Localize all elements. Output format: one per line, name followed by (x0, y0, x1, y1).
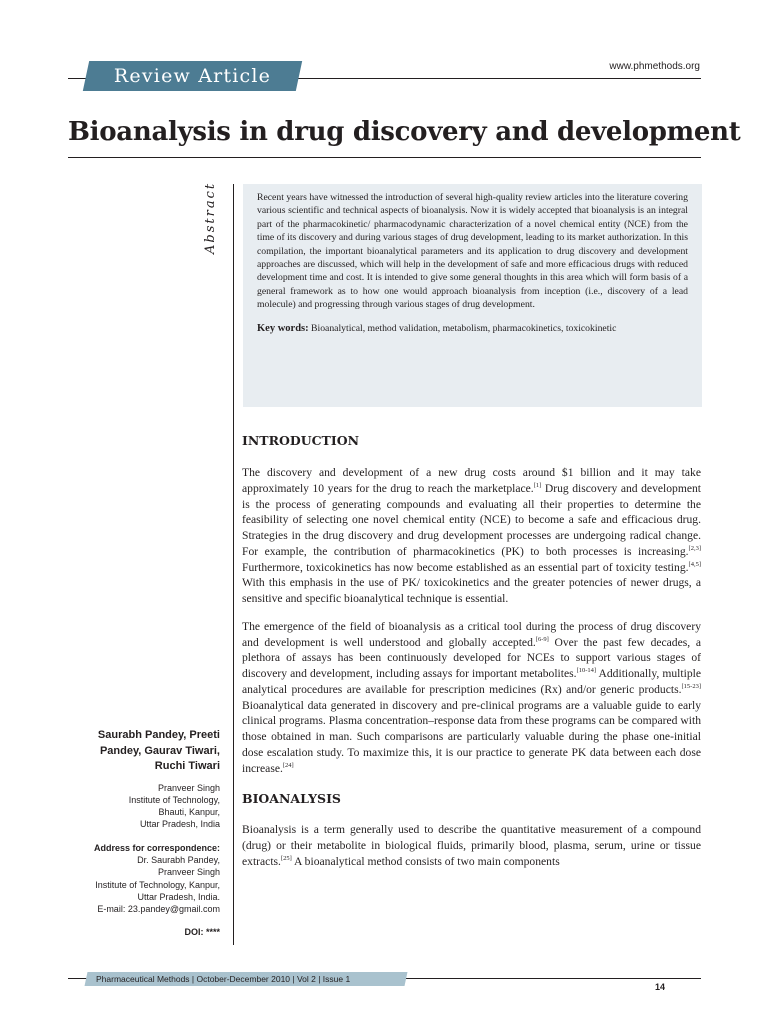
title-rule (68, 157, 701, 158)
keywords-label: Key words: (257, 322, 309, 334)
author-sidebar (68, 728, 220, 939)
correspondence-email[interactable]: E-mail: 23.pandey@gmail.com (97, 904, 220, 915)
keywords-list: Bioanalytical, method validation, metabolism, pharmacokinetics, toxicokinetic (311, 322, 617, 334)
author-affiliation: Pranveer Singh Institute of Technology, Bhauti, Kanpur, Uttar Pradesh, India (128, 782, 220, 830)
intro-paragraph-1: The discovery and development of a new drug costs around $1 billion and it may take approximately 10 years for the drug to reach the marketplace.[1] Drug discovery and development is the process of generating compounds and evaluating all their properties to determine the feasibility of selecting one novel chemical entity (NCE) to become a safe and efficacious drug. Strategies in the drug discovery and drug development processes are undergoing radical change. For example, the contribution of pharmacokinetics (PK) to both processes is increasing.[2,3] Furthermore, toxicokinetics has now become established as an essential part of toxicity testing.[4,5] With this emphasis in the use of PK/ toxicokinetics and the greater potencies of newer drugs, a sensitive and specific bioanalytical technique is essential. (242, 466, 702, 605)
abstract-text: Recent years have witnessed the introduction of several high-quality review articles into the literature covering various scientific and technical aspects of bioanalysis. Now it is widely accepted that bioanalysis is an integral part of the pharmacokinetic/ pharmacodynamic characterization of a novel chemical entity (NCE) from the time of its discovery and during various stages of drug development, leading to its market authorization. In this compilation, the important bioanalytical parameters and its application to drug discovery and development approaches are discussed, which will help in the development of safe and more efficacious drugs with reduced development time and cost. It is intended to give some general thoughts in this area which will form basis of a general framework as to how one would approach bioanalysis from inception (i.e., discovery of a lead molecule) and progressing through various stages of drug development. (257, 192, 688, 311)
section-heading-introduction: INTRODUCTION (242, 433, 360, 448)
abstract-box (243, 184, 702, 407)
citation: [1] (533, 481, 542, 489)
intro-paragraph-2: The emergence of the field of bioanalysis as a critical tool during the process of drug discovery and development is well understood and globally accepted.[6-9] Over the past few decades, a plethora of assays has been continuously developed for NCEs to support various stages of discovery and development, including assays for important metabolites.[10-14] Additionally, multiple analytical procedures are available for prescription medicines (Rx) and/or generic products.[15-23] Bioanalytical data generated in discovery and pre-clinical programs are a valuable guide to early clinical programs. Plasma concentration–response data from these programs can be compared with those obtained in man. Such comparisons are particularly valuable during the phase one-initial dose escalation study. To maximize this, it is our practice to generate PK data between each dose increase.[24] (242, 619, 701, 775)
abstract-label: Abstract (203, 181, 218, 254)
citation: [15-23] (681, 682, 701, 690)
journal-url[interactable]: www.phmethods.org (609, 61, 700, 72)
article-body (242, 430, 701, 870)
column-divider (233, 184, 234, 945)
author-names: Saurabh Pandey, Preeti Pandey, Gaurav Tiwari, Ruchi Tiwari (97, 729, 220, 772)
citation: [24] (282, 761, 294, 769)
article-title: Bioanalysis in drug discovery and development (68, 117, 741, 147)
section-heading-bioanalysis: BIOANALYSIS (242, 791, 341, 807)
correspondence-heading: Address for correspondence: (93, 842, 220, 853)
correspondence-address: Dr. Saurabh Pandey, Pranveer Singh Institute of Technology, Kanpur, Uttar Pradesh, India. E-mail: 23.pandey@gmail.com (68, 854, 220, 915)
doi-label: DOI: **** (184, 927, 220, 938)
keywords (257, 322, 688, 335)
citation: [2,3] (688, 544, 701, 552)
citation: [10-14] (576, 667, 597, 675)
journal-citation-line: Pharmaceutical Methods | October-December 2010 | Vol 2 | Issue 1 (96, 974, 351, 984)
article-type-label: Review Article (113, 65, 272, 87)
bioanalysis-paragraph-1: Bioanalysis is a term generally used to describe the quantitative measurement of a compound (drug) or their metabolite in biological fluids, primarily blood, plasma, serum, urine or tissue extracts.[25] A bioanalytical method consists of two main components (242, 823, 701, 868)
citation: [25] (280, 854, 292, 862)
page-number: 14 (655, 982, 666, 992)
citation: [4,5] (688, 560, 701, 568)
citation: [6-9] (535, 635, 549, 643)
